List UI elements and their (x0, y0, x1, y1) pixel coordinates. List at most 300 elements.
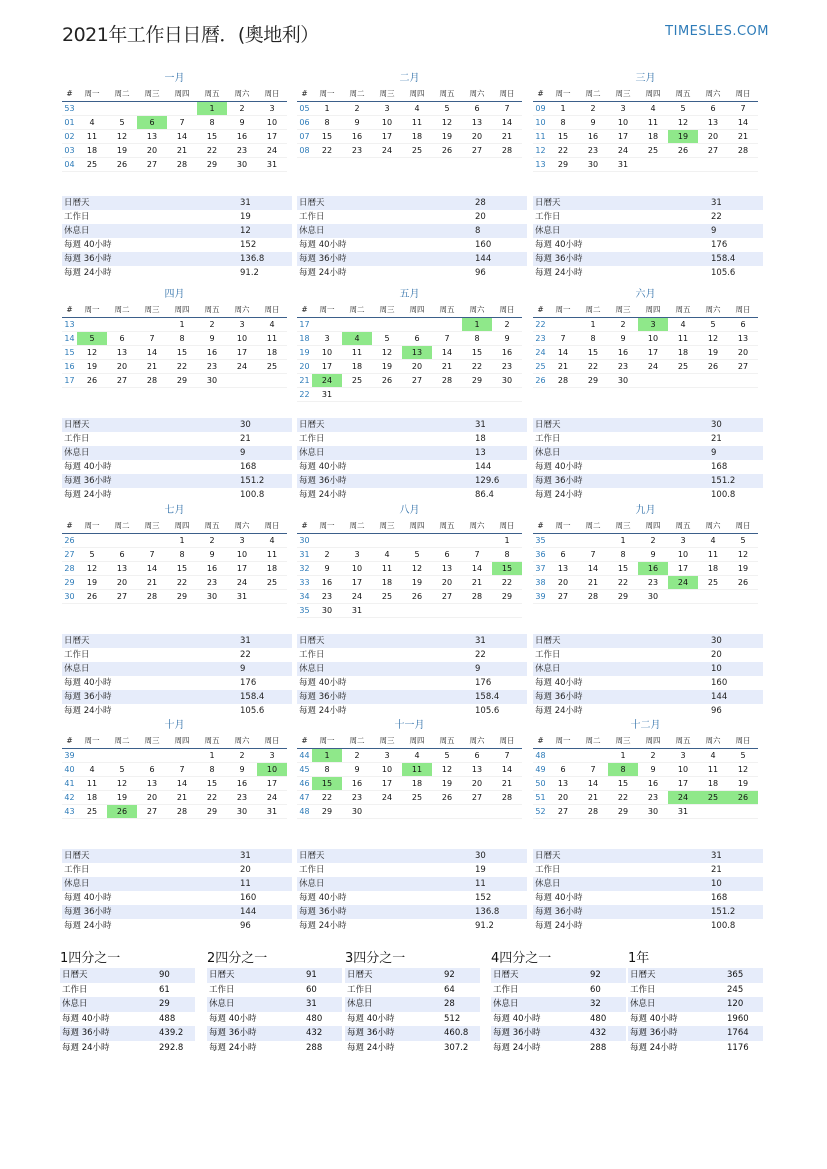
week-row (297, 116, 522, 130)
day-cell: 8 (209, 765, 215, 774)
stats-value: 30 (475, 851, 486, 861)
stats-row (297, 919, 527, 933)
weekday-label: 周五 (675, 89, 691, 98)
stats-label: 每週 24小時 (535, 921, 583, 931)
day-cell: 22 (206, 146, 218, 155)
day-cell: 13 (707, 118, 719, 127)
day-cell: 24 (266, 793, 278, 802)
holiday-cell: 24 (668, 576, 698, 589)
day-cell: 22 (557, 146, 569, 155)
day-cell: 10 (677, 550, 689, 559)
day-cell: 6 (444, 550, 450, 559)
day-cell: 15 (176, 348, 188, 357)
weekday-header (297, 86, 522, 102)
day-cell: 24 (617, 146, 629, 155)
quarter-stats-value: 92 (590, 970, 601, 980)
month-name: 四月 (164, 289, 185, 300)
quarter-stats-row (345, 997, 480, 1012)
quarter-title: 2四分之一 (207, 951, 268, 966)
stats-value: 31 (711, 851, 722, 861)
day-cell: 26 (116, 160, 128, 169)
day-cell: 7 (504, 104, 510, 113)
stats-row (62, 488, 292, 502)
week-number-header: # (537, 521, 544, 530)
weekday-label: 周日 (264, 521, 280, 530)
quarter-stats-row (60, 1012, 195, 1027)
quarter-stats-label: 每週 36小時 (493, 1028, 541, 1038)
weekday-label: 周三 (379, 736, 395, 745)
week-number: 39 (64, 751, 75, 760)
day-cell: 31 (677, 807, 689, 816)
week-row (297, 346, 522, 360)
quarter-stats-row (345, 968, 480, 983)
day-cell: 2 (324, 550, 330, 559)
day-cell: 21 (501, 779, 513, 788)
week-number: 24 (535, 348, 546, 357)
day-cell: 2 (354, 751, 360, 760)
stats-label: 工作日 (535, 865, 561, 875)
stats-row (533, 252, 763, 266)
day-cell: 15 (587, 348, 599, 357)
stats-label: 每週 40小時 (535, 678, 583, 688)
weekday-label: 周一 (319, 305, 335, 314)
day-cell: 3 (269, 104, 275, 113)
quarter-stats-label: 休息日 (630, 999, 656, 1009)
stats-value: 22 (240, 650, 251, 660)
week-number: 35 (299, 606, 310, 615)
stats-row (297, 891, 527, 905)
week-row (62, 332, 287, 346)
stats-value: 105.6 (711, 268, 736, 278)
stats-row (533, 474, 763, 488)
month-stats-table (297, 418, 527, 502)
holiday-cell: 11 (402, 763, 432, 776)
day-cell: 23 (236, 793, 248, 802)
quarter-stats-value: 1960 (727, 1013, 749, 1024)
day-cell: 24 (647, 362, 659, 371)
weekday-label: 周日 (264, 736, 280, 745)
week-row (62, 130, 287, 144)
day-cell: 2 (209, 320, 215, 329)
day-cell (167, 749, 197, 762)
stats-label: 每週 36小時 (64, 907, 112, 917)
quarter-stats-label: 工作日 (630, 984, 656, 995)
day-cell: 18 (677, 348, 689, 357)
quarter-stats-label: 休息日 (209, 999, 235, 1009)
day-cell: 3 (324, 334, 330, 343)
day-cell: 29 (206, 807, 218, 816)
week-row (533, 791, 758, 805)
stats-row (533, 704, 763, 718)
day-cell: 13 (737, 334, 749, 343)
weekday-label: 周二 (114, 521, 130, 530)
weekday-label: 周二 (349, 89, 365, 98)
day-cell: 13 (116, 348, 128, 357)
quarter-title: 1四分之一 (60, 951, 121, 966)
day-cell: 14 (471, 564, 483, 573)
stats-label: 日曆天 (535, 198, 561, 208)
stats-label: 每週 24小時 (299, 490, 347, 500)
stats-row (62, 474, 292, 488)
week-row (62, 534, 287, 548)
stats-value: 168 (240, 462, 257, 472)
day-cell: 10 (236, 550, 248, 559)
day-cell: 11 (411, 118, 423, 127)
day-cell (342, 534, 372, 547)
day-cell (257, 374, 287, 387)
stats-value: 20 (240, 865, 251, 875)
stats-value: 20 (711, 650, 722, 660)
day-cell (698, 805, 728, 818)
day-cell: 14 (501, 765, 513, 774)
stats-row (62, 634, 292, 648)
day-cell (728, 158, 758, 171)
quarter-stats-value: 245 (727, 984, 744, 995)
day-cell: 13 (557, 564, 569, 573)
day-cell: 28 (587, 807, 599, 816)
stats-value: 176 (240, 678, 257, 688)
day-cell: 13 (116, 564, 128, 573)
stats-value: 31 (240, 636, 251, 646)
week-number: 09 (535, 104, 546, 113)
week-row (533, 590, 758, 604)
stats-row (533, 662, 763, 676)
day-cell: 9 (354, 765, 360, 774)
day-cell: 4 (710, 536, 716, 545)
day-cell: 19 (737, 779, 749, 788)
day-cell (462, 388, 492, 401)
weekday-label: 周五 (439, 736, 455, 745)
day-cell: 22 (617, 578, 629, 587)
day-cell: 11 (351, 348, 363, 357)
day-cell: 11 (647, 118, 659, 127)
stats-row (297, 905, 527, 919)
day-cell (698, 158, 728, 171)
day-cell: 22 (321, 793, 333, 802)
weekday-label: 周日 (735, 521, 751, 530)
day-cell: 18 (647, 132, 659, 141)
month-calendar (297, 72, 522, 158)
holiday-cell: 10 (257, 763, 287, 776)
day-cell: 14 (176, 779, 188, 788)
stats-row (533, 905, 763, 919)
quarter-stats-row (491, 983, 626, 998)
day-cell: 27 (441, 592, 453, 601)
stats-row (62, 224, 292, 238)
week-number: 29 (64, 578, 75, 587)
day-cell: 15 (557, 132, 569, 141)
day-cell: 22 (321, 146, 333, 155)
stats-label: 日曆天 (299, 198, 325, 208)
day-cell: 8 (179, 550, 185, 559)
stats-label: 每週 24小時 (299, 706, 347, 716)
day-cell (107, 749, 137, 762)
week-row (533, 562, 758, 576)
quarter-stats-label: 每週 40小時 (493, 1013, 541, 1024)
day-cell: 14 (146, 348, 158, 357)
day-cell: 2 (650, 536, 656, 545)
day-cell (342, 318, 372, 331)
stats-label: 每週 24小時 (535, 490, 583, 500)
stats-label: 日曆天 (535, 420, 561, 430)
stats-row (62, 905, 292, 919)
day-cell: 22 (176, 578, 188, 587)
quarter-summary (345, 950, 480, 1055)
week-row (533, 548, 758, 562)
month-stats-table (62, 849, 292, 933)
week-row (533, 130, 758, 144)
week-number: 04 (64, 160, 75, 169)
stats-label: 每週 40小時 (299, 240, 347, 250)
day-cell (462, 805, 492, 818)
day-cell: 8 (474, 334, 480, 343)
week-number: 30 (299, 536, 310, 545)
weekday-label: 周日 (735, 736, 751, 745)
day-cell: 7 (179, 765, 185, 774)
stats-label: 休息日 (299, 448, 325, 458)
day-cell: 18 (707, 564, 719, 573)
week-row (297, 388, 522, 402)
stats-label: 每週 36小時 (535, 692, 583, 702)
day-cell (137, 102, 167, 115)
week-number: 22 (299, 390, 310, 399)
week-row (533, 116, 758, 130)
stats-label: 每週 24小時 (299, 268, 347, 278)
stats-row (62, 432, 292, 446)
weekday-header (533, 518, 758, 534)
quarter-stats-row (207, 1012, 342, 1027)
month-stats-table (533, 418, 763, 502)
week-row (297, 374, 522, 388)
week-number: 45 (299, 765, 310, 774)
week-number: 26 (535, 376, 546, 385)
week-number: 32 (299, 564, 310, 573)
stats-value: 105.6 (240, 706, 265, 716)
day-cell: 4 (650, 104, 656, 113)
day-cell (107, 318, 137, 331)
quarter-stats-row (628, 968, 763, 983)
day-cell: 6 (560, 765, 566, 774)
stats-row (533, 266, 763, 280)
weekday-header (62, 518, 287, 534)
day-cell: 9 (209, 550, 215, 559)
week-number-header: # (66, 521, 73, 530)
day-cell: 5 (710, 320, 716, 329)
stats-value: 20 (475, 212, 486, 222)
quarter-stats-value: 91 (306, 970, 317, 980)
week-number: 50 (535, 779, 546, 788)
month-name: 十一月 (394, 720, 425, 731)
day-cell (77, 534, 107, 547)
quarter-stats-value: 31 (306, 999, 317, 1009)
day-cell: 1 (504, 536, 510, 545)
quarter-stats-row (345, 983, 480, 998)
week-row (297, 548, 522, 562)
site-brand-link[interactable]: TIMESLES.COM (665, 24, 769, 39)
week-row (297, 590, 522, 604)
day-cell (227, 374, 257, 387)
quarter-stats-row (60, 997, 195, 1012)
day-cell: 9 (354, 118, 360, 127)
weekday-label: 周三 (379, 305, 395, 314)
day-cell (578, 534, 608, 547)
month-calendar (533, 288, 758, 388)
stats-label: 工作日 (64, 650, 90, 660)
week-number: 11 (535, 132, 546, 141)
quarter-stats-value: 1176 (727, 1042, 749, 1053)
day-cell: 23 (501, 362, 513, 371)
week-number: 01 (64, 118, 75, 127)
stats-value: 160 (240, 893, 257, 903)
day-cell: 3 (680, 751, 686, 760)
week-number: 49 (535, 765, 546, 774)
stats-label: 休息日 (535, 226, 561, 236)
stats-label: 每週 40小時 (299, 678, 347, 688)
day-cell: 17 (236, 348, 248, 357)
day-cell: 20 (471, 132, 483, 141)
quarter-stats-row (491, 1041, 626, 1056)
stats-row (533, 877, 763, 891)
week-row (62, 374, 287, 388)
day-cell: 5 (740, 536, 746, 545)
day-cell: 10 (647, 334, 659, 343)
holiday-cell: 24 (312, 374, 342, 387)
day-cell: 3 (384, 751, 390, 760)
stats-row (533, 418, 763, 432)
week-number: 13 (64, 320, 75, 329)
stats-row (533, 460, 763, 474)
day-cell: 8 (324, 765, 330, 774)
day-cell: 31 (266, 160, 278, 169)
day-cell: 18 (86, 793, 98, 802)
day-cell (77, 102, 107, 115)
day-cell: 5 (444, 751, 450, 760)
quarter-stats-label: 每週 24小時 (347, 1042, 395, 1053)
day-cell: 25 (266, 578, 278, 587)
day-cell: 10 (677, 765, 689, 774)
weekday-label: 周一 (555, 89, 571, 98)
stats-label: 每週 40小時 (64, 240, 112, 250)
stats-label: 每週 40小時 (535, 462, 583, 472)
stats-value: 129.6 (475, 476, 500, 486)
holiday-cell: 3 (638, 318, 668, 331)
stats-row (297, 690, 527, 704)
day-cell: 16 (236, 132, 248, 141)
day-cell: 23 (617, 362, 629, 371)
weekday-label: 周二 (349, 736, 365, 745)
day-cell: 26 (677, 146, 689, 155)
weekday-label: 周五 (204, 305, 220, 314)
stats-value: 96 (240, 921, 251, 931)
day-cell: 26 (441, 793, 453, 802)
stats-label: 每週 24小時 (64, 268, 112, 278)
month-name: 十二月 (630, 720, 661, 731)
quarter-stats-value: 29 (159, 999, 170, 1009)
day-cell (698, 590, 728, 603)
day-cell: 31 (236, 592, 248, 601)
week-row (297, 360, 522, 374)
day-cell: 6 (119, 334, 125, 343)
week-number-header: # (66, 305, 73, 314)
weekday-label: 周四 (174, 305, 190, 314)
quarter-stats-label: 休息日 (62, 999, 88, 1009)
day-cell (372, 388, 402, 401)
stats-label: 日曆天 (535, 636, 561, 646)
day-cell (638, 374, 668, 387)
weekday-label: 周三 (615, 521, 631, 530)
quarter-stats-value: 60 (306, 984, 317, 995)
week-number: 52 (535, 807, 546, 816)
quarter-stats-row (345, 1012, 480, 1027)
quarter-stats-label: 每週 36小時 (209, 1028, 257, 1038)
day-cell: 20 (116, 362, 128, 371)
day-cell: 28 (146, 376, 158, 385)
weekday-header (62, 86, 287, 102)
day-cell: 25 (266, 362, 278, 371)
weekday-label: 周四 (409, 521, 425, 530)
day-cell (668, 590, 698, 603)
stats-value: 22 (711, 212, 722, 222)
quarter-stats-value: 292.8 (159, 1042, 184, 1053)
day-cell: 20 (116, 578, 128, 587)
day-cell: 27 (471, 793, 483, 802)
month-stats-table (533, 849, 763, 933)
stats-row (297, 238, 527, 252)
day-cell: 27 (146, 807, 158, 816)
day-cell: 3 (384, 104, 390, 113)
day-cell: 3 (239, 320, 245, 329)
weekday-label: 周五 (439, 521, 455, 530)
day-cell: 25 (411, 793, 423, 802)
quarter-stats-label: 休息日 (493, 999, 519, 1009)
day-cell: 27 (737, 362, 749, 371)
quarter-stats-label: 每週 40小時 (630, 1013, 678, 1024)
day-cell: 7 (504, 751, 510, 760)
week-number: 18 (299, 334, 310, 343)
quarter-stats-row (628, 997, 763, 1012)
day-cell: 10 (381, 765, 393, 774)
quarter-summary (628, 950, 763, 1055)
week-number: 33 (299, 578, 310, 587)
quarter-stats-value: 460.8 (444, 1028, 469, 1038)
stats-row (62, 891, 292, 905)
stats-value: 19 (240, 212, 251, 222)
quarter-stats-value: 480 (590, 1013, 607, 1024)
stats-value: 158.4 (711, 254, 736, 264)
week-number: 36 (535, 550, 546, 559)
stats-row (533, 634, 763, 648)
stats-value: 30 (711, 420, 722, 430)
day-cell: 19 (441, 132, 453, 141)
day-cell: 22 (471, 362, 483, 371)
quarter-stats-row (628, 1026, 763, 1041)
day-cell: 21 (146, 578, 158, 587)
month-stats-table (297, 196, 527, 280)
stats-label: 工作日 (64, 434, 90, 444)
stats-value: 144 (240, 907, 257, 917)
stats-value: 158.4 (475, 692, 500, 702)
day-cell: 7 (444, 334, 450, 343)
day-cell: 28 (557, 376, 569, 385)
stats-value: 31 (475, 636, 486, 646)
stats-row (297, 877, 527, 891)
day-cell: 10 (351, 564, 363, 573)
day-cell: 5 (680, 104, 686, 113)
stats-label: 每週 36小時 (64, 692, 112, 702)
stats-row (533, 432, 763, 446)
weekday-label: 周日 (264, 89, 280, 98)
day-cell: 10 (236, 334, 248, 343)
